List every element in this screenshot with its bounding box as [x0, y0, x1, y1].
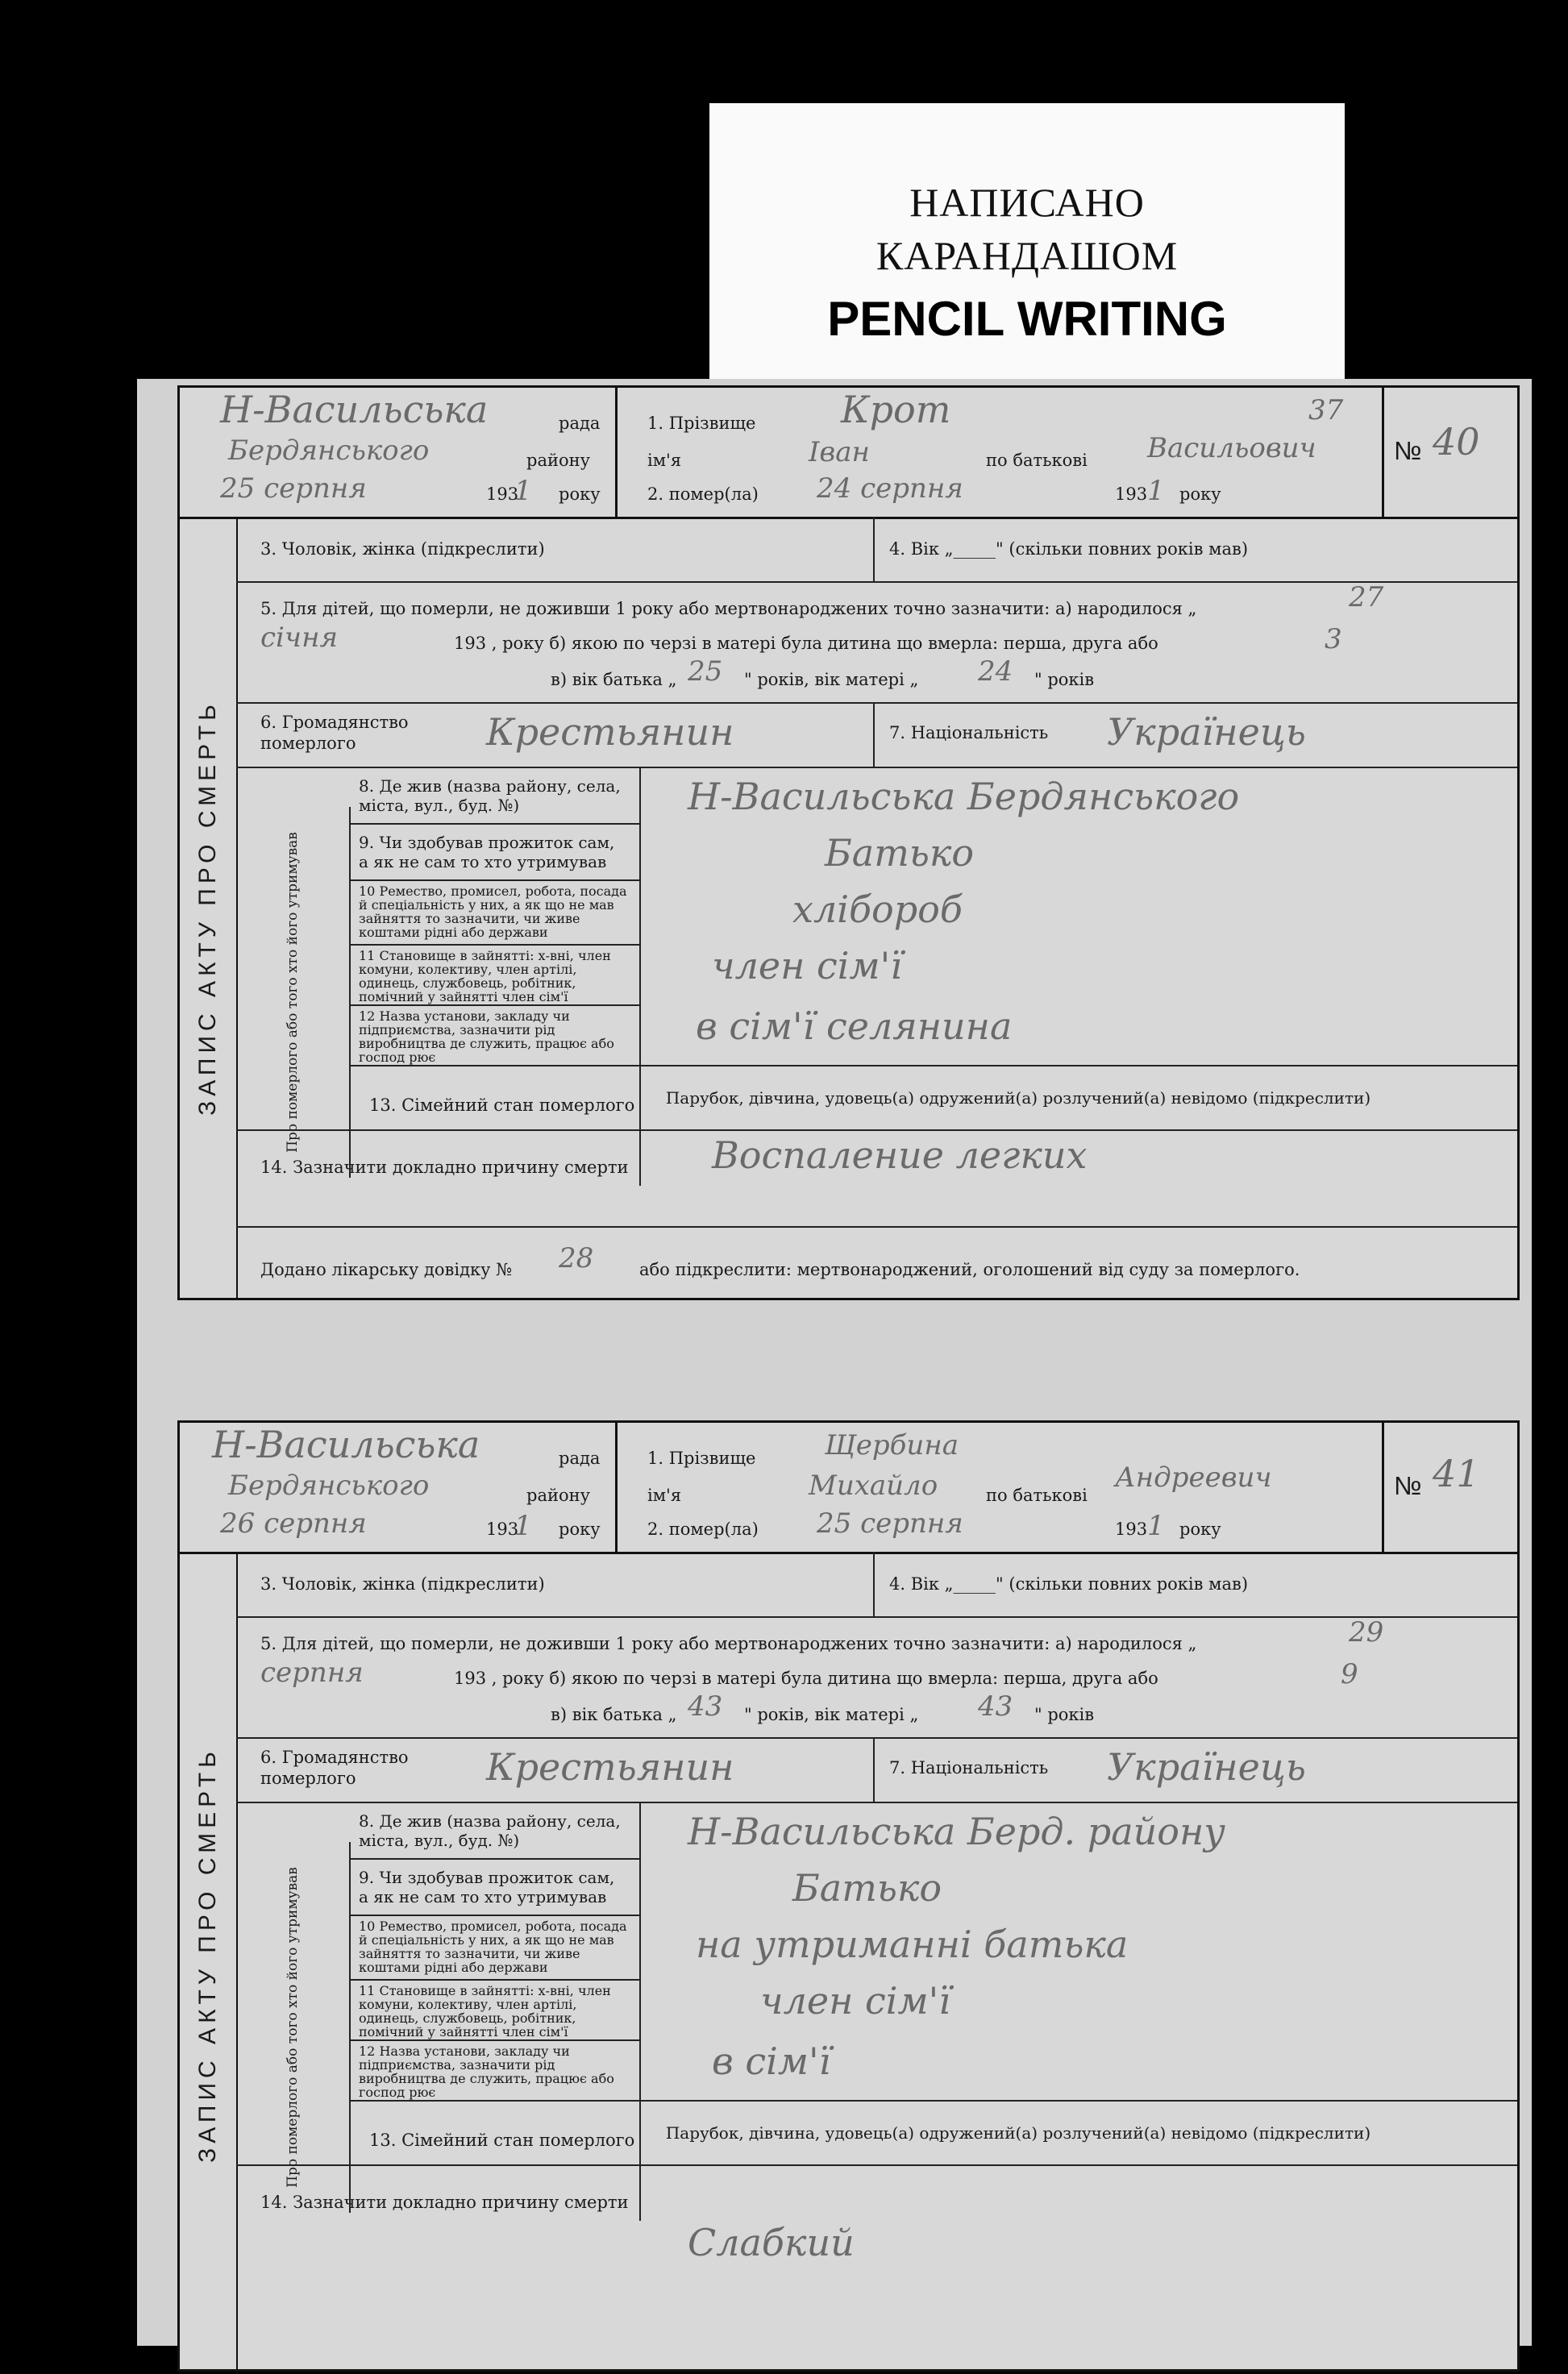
divider	[639, 767, 641, 1186]
hw-reg-year: 1	[514, 1510, 532, 1542]
hw-workplace: в сім'ї	[712, 2039, 831, 2083]
hw-nationality: Українець	[1107, 710, 1306, 754]
divider	[236, 1737, 1517, 1739]
q11-label: 11 Становище в зайнятті: х-вні, член комуни, колективу, член артілі, одинець, службовець, робітник, помічний у зайнятті член сім'ї	[359, 948, 611, 1004]
hw-support: Батько	[792, 1866, 942, 1910]
form-header	[180, 388, 1517, 519]
q12-label: 12 Назва установи, закладу чи підприємства, зазначити рід виробництва де служить, працює або господ рює	[359, 2043, 614, 2100]
died-year-label: 193	[1115, 484, 1148, 504]
divider	[236, 1129, 1517, 1131]
hw-address: Н-Васильська Берд. району	[688, 1810, 1225, 1853]
died-roku-label: року	[1179, 1520, 1221, 1539]
q9-label: 9. Чи здобував прожиток сам, а як не сам то хто утримував	[359, 833, 615, 871]
hw-patronymic: Васильович	[1147, 432, 1316, 464]
vertical-title-bar	[180, 1552, 238, 2374]
divider	[349, 1979, 639, 1981]
divider	[349, 944, 639, 946]
died-roku-label: року	[1179, 484, 1221, 504]
divider	[873, 1552, 875, 1616]
q5a-label: 5. Для дітей, що померли, не доживши 1 року або мертвонароджених точно зазначити: а) народилося „	[260, 599, 1197, 618]
raion-label: району	[526, 1486, 590, 1505]
divider	[639, 1802, 641, 2221]
divider	[349, 807, 351, 1178]
divider	[236, 702, 1517, 704]
divider	[349, 1842, 351, 2213]
patronymic-label: по батькові	[986, 1486, 1088, 1505]
q7-label: 7. Національність	[889, 1758, 1049, 1777]
q10-label: 10 Ремество, промисел, робота, посада й спеціальність у них, а як що не мав зайняття то зазначити, чи живе коштами рідні або держави	[359, 883, 627, 940]
hw-occupation: на утриманні батька	[696, 1923, 1129, 1966]
roku-label: року	[559, 484, 601, 504]
q13-label: 13. Сімейний стан померлого	[369, 2131, 635, 2150]
hw-surname: Крот	[841, 388, 951, 431]
hw-father-age: 43	[688, 1690, 723, 1723]
hw-surname: Щербина	[825, 1429, 959, 1461]
divider	[349, 879, 639, 881]
hw-name: Іван	[809, 436, 870, 468]
vertical-side-label: Про померлого або того хто його утримував	[285, 832, 301, 1153]
divider	[873, 702, 875, 767]
roku-label: року	[559, 1520, 601, 1539]
hw-raion: Бердянського	[228, 434, 430, 467]
hw-rada: Н-Васильська	[212, 1423, 480, 1466]
name-label: ім'я	[647, 1486, 682, 1505]
rada-label: рада	[559, 414, 601, 433]
q1-surname-label: 1. Прізвище	[647, 414, 756, 433]
q6-label: 6. Громадянство померлого	[260, 713, 409, 753]
divider	[236, 581, 1517, 583]
q7-label: 7. Національність	[889, 723, 1049, 742]
label-line-1: НАПИСАНО	[909, 180, 1145, 225]
year-label: 193	[486, 484, 519, 504]
q12-label: 12 Назва установи, закладу чи підприємства, зазначити рід виробництва де служить, працює або господ рює	[359, 1008, 614, 1065]
divider	[349, 1004, 639, 1006]
hw-reg-date: 26 серпня	[220, 1507, 367, 1540]
hw-born-day: 29	[1349, 1616, 1384, 1648]
number-sign: №	[1394, 436, 1422, 465]
q14-label: 14. Зазначити докладно причину смерти	[260, 1158, 629, 1177]
q8-label: 8. Де жив (назва району, села, міста, вул., буд. №)	[359, 1811, 621, 1850]
hw-status: член сім'ї	[760, 1979, 951, 2023]
q5b-label: 193 , року б) якою по черзі в матері була дитина що вмерла: перша, друга або	[454, 634, 1158, 653]
hw-support: Батько	[825, 831, 975, 875]
hw-birth-order: 9	[1341, 1658, 1358, 1690]
raion-label: району	[526, 451, 590, 470]
form-header	[180, 1423, 1517, 1554]
hw-workplace: в сім'ї селянина	[696, 1004, 1013, 1048]
hw-born-day: 27	[1349, 581, 1384, 613]
hw-died-date: 24 серпня	[817, 472, 963, 505]
hw-reg-date: 25 серпня	[220, 472, 367, 505]
record-number-cell	[1382, 1423, 1517, 1552]
q2-died-label: 2. помер(ла)	[647, 1520, 759, 1539]
hw-record-number: 41	[1433, 1452, 1480, 1495]
q13-label: 13. Сімейний стан померлого	[369, 1096, 635, 1115]
q5c-label: в) вік батька „	[551, 670, 677, 689]
certificate-label-end: або підкреслити: мертвонароджений, оголошений від суду за померлого.	[639, 1260, 1300, 1279]
name-label: ім'я	[647, 451, 682, 470]
hw-name: Михайло	[809, 1470, 938, 1502]
hw-patronymic: Андреевич	[1115, 1461, 1272, 1494]
divider	[873, 1737, 875, 1802]
q13-options: Парубок, дівчина, удовець(а) одружений(а) розлучений(а) невідомо (підкреслити)	[665, 2123, 1371, 2143]
hw-mother-age: 24	[978, 655, 1013, 688]
pencil-writing-label	[709, 103, 1345, 384]
divider	[349, 823, 639, 825]
died-year-label: 193	[1115, 1520, 1148, 1539]
number-sign: №	[1394, 1471, 1422, 1500]
divider	[236, 2164, 1517, 2166]
divider	[349, 1858, 639, 1860]
q4-label: 4. Вік „_____" (скільки повних років мав)	[889, 1574, 1249, 1594]
hw-status: член сім'ї	[712, 944, 903, 987]
divider	[236, 767, 1517, 768]
vertical-side-label: Про померлого або того хто його утримував	[285, 1867, 301, 2188]
divider	[236, 1616, 1517, 1618]
header-left-cell	[180, 1423, 618, 1552]
q5c2-label: " років, вік матері „	[744, 1705, 919, 1724]
divider	[349, 1915, 639, 1916]
vertical-title-bar	[180, 517, 238, 1299]
q5c3-label: " років	[1034, 670, 1095, 689]
hw-died-year: 1	[1147, 1510, 1165, 1542]
hw-rada: Н-Васильська	[220, 388, 489, 431]
vertical-title: ЗАПИС АКТУ ПРО СМЕРТЬ	[194, 1747, 221, 2163]
q5c-label: в) вік батька „	[551, 1705, 677, 1724]
hw-nationality: Українець	[1107, 1745, 1306, 1789]
q10-label: 10 Ремество, промисел, робота, посада й спеціальність у них, а як що не мав зайняття то зазначити, чи живе коштами рідні або держави	[359, 1919, 627, 1975]
q13-options: Парубок, дівчина, удовець(а) одружений(а) розлучений(а) невідомо (підкреслити)	[665, 1088, 1371, 1108]
q2-died-label: 2. помер(ла)	[647, 484, 759, 504]
hw-raion: Бердянського	[228, 1470, 430, 1502]
hw-reg-year: 1	[514, 475, 532, 507]
record-number-cell	[1382, 388, 1517, 517]
hw-birth-order: 3	[1325, 623, 1342, 655]
hw-address: Н-Васильська Бердянського	[688, 775, 1240, 818]
divider	[349, 2100, 1517, 2102]
q11-label: 11 Становище в зайнятті: х-вні, член комуни, колективу, член артілі, одинець, службовець, робітник, помічний у зайнятті член сім'ї	[359, 1983, 611, 2039]
q6-label: 6. Громадянство померлого	[260, 1748, 409, 1788]
hw-mother-age: 43	[978, 1690, 1013, 1723]
death-record-form-1	[177, 385, 1520, 1300]
hw-certificate-number: 28	[559, 1242, 594, 1274]
q4-label: 4. Вік „_____" (скільки повних років мав)	[889, 539, 1249, 559]
year-label: 193	[486, 1520, 519, 1539]
divider	[873, 517, 875, 581]
hw-died-year: 1	[1147, 475, 1165, 507]
hw-born-month: січня	[260, 622, 338, 654]
divider	[236, 1226, 1517, 1228]
hw-occupation: хлібороб	[792, 888, 963, 931]
hw-citizenship: Крестьянин	[486, 710, 734, 754]
q8-label: 8. Де жив (назва району, села, міста, вул., буд. №)	[359, 776, 621, 815]
q5c3-label: " років	[1034, 1705, 1095, 1724]
patronymic-label: по батькові	[986, 451, 1088, 470]
q3-label: 3. Чоловік, жінка (підкреслити)	[260, 1574, 545, 1594]
hw-cause-of-death: Слабкий	[688, 2221, 855, 2264]
label-line-2: КАРАНДАШОМ	[876, 233, 1179, 278]
hw-father-age: 25	[688, 655, 723, 688]
q5a-label: 5. Для дітей, що померли, не доживши 1 року або мертвонароджених точно зазначити: а) народилося „	[260, 1634, 1197, 1653]
q5b-label: 193 , року б) якою по черзі в матері була дитина що вмерла: перша, друга або	[454, 1669, 1158, 1688]
q9-label: 9. Чи здобував прожиток сам, а як не сам то хто утримував	[359, 1868, 615, 1906]
vertical-title: ЗАПИС АКТУ ПРО СМЕРТЬ	[194, 700, 221, 1116]
hw-age-mark: 37	[1308, 394, 1344, 426]
divider	[236, 1802, 1517, 1803]
hw-cause-of-death: Воспаление легких	[712, 1133, 1088, 1177]
hw-born-month: серпня	[260, 1657, 364, 1689]
hw-citizenship: Крестьянин	[486, 1745, 734, 1789]
header-left-cell	[180, 388, 618, 517]
q5c2-label: " років, вік матері „	[744, 670, 919, 689]
hw-record-number: 40	[1433, 420, 1480, 464]
q14-label: 14. Зазначити докладно причину смерти	[260, 2193, 629, 2212]
divider	[349, 2039, 639, 2041]
q1-surname-label: 1. Прізвище	[647, 1449, 756, 1468]
divider	[349, 1065, 1517, 1066]
label-line-3: PENCIL WRITING	[827, 292, 1227, 346]
death-record-form-2	[177, 1420, 1520, 2372]
rada-label: рада	[559, 1449, 601, 1468]
hw-died-date: 25 серпня	[817, 1507, 963, 1540]
q3-label: 3. Чоловік, жінка (підкреслити)	[260, 539, 545, 559]
certificate-label: Додано лікарську довідку №	[260, 1260, 513, 1279]
